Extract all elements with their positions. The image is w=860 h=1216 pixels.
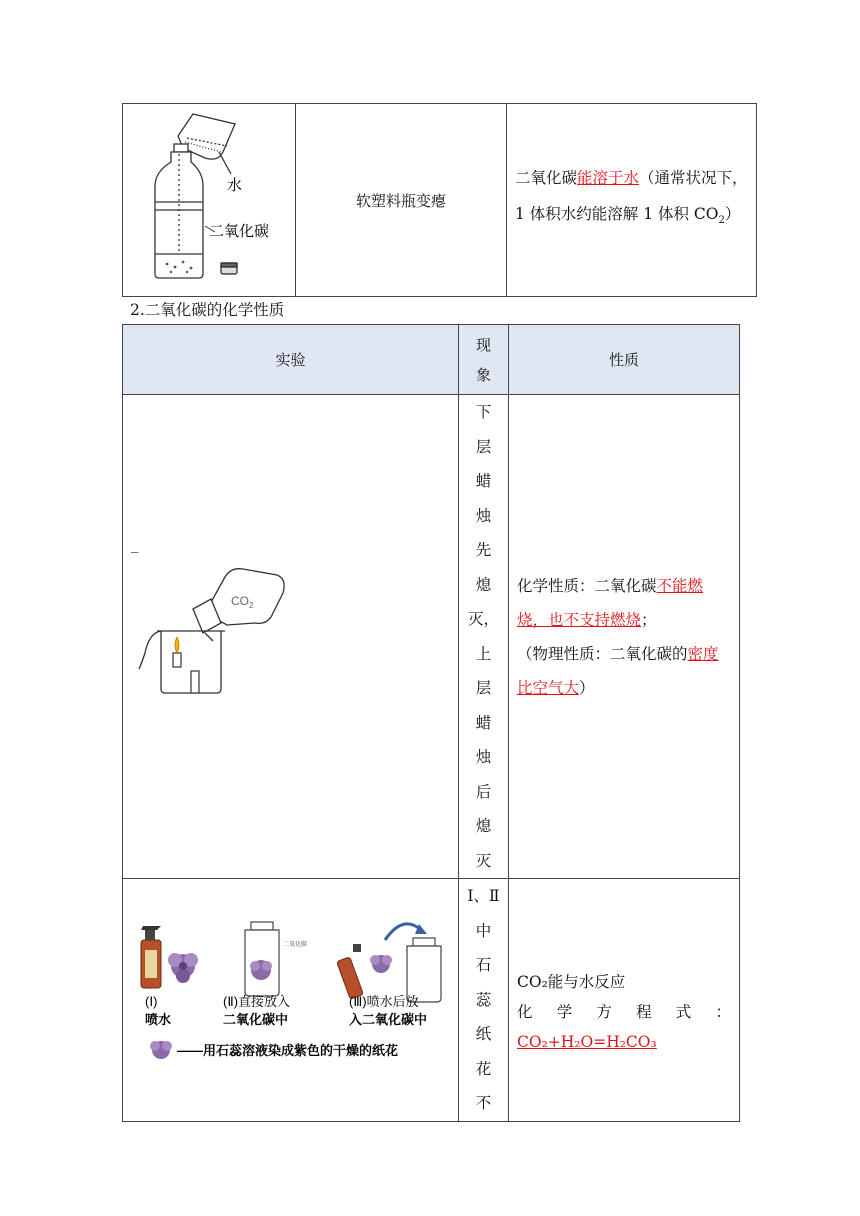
table-row bbox=[123, 395, 740, 879]
header-experiment: 实验 bbox=[123, 325, 459, 395]
candle-phenomenon-char: 先 bbox=[475, 541, 492, 559]
co2-label: 二氧化碳 bbox=[209, 223, 270, 240]
phenomenon-cell bbox=[296, 104, 507, 297]
phenomenon-text: 软塑料瓶变瘪 bbox=[355, 191, 446, 210]
candle-phenomenon-char: 烛 bbox=[475, 506, 492, 525]
litmus-property-cell bbox=[509, 879, 740, 1122]
glass-jar-icon bbox=[245, 922, 279, 996]
property-suffix: （通常状况下，1 体积水约能溶解 1 体积 CO bbox=[515, 169, 748, 224]
purple-flower-icon bbox=[168, 953, 198, 983]
litmus-phenomenon-char: 蕊 bbox=[475, 990, 492, 1009]
header-property: 性质 bbox=[509, 325, 740, 395]
phys-prefix: （物理性质：二氧化碳的 bbox=[517, 644, 688, 663]
litmus-phenomenon-char: 纸 bbox=[475, 1025, 492, 1043]
candle-phenomenon-char: 层 bbox=[475, 679, 492, 697]
candle-phenomenon-char: 烛 bbox=[475, 748, 492, 766]
litmus-phenomenon-text bbox=[459, 879, 508, 1121]
chem-highlight: 不能燃烧，也不支持燃烧 bbox=[517, 576, 704, 629]
section-title: 2.二氧化碳的化学性质 bbox=[130, 301, 285, 319]
property-end: ） bbox=[724, 205, 741, 224]
candle-phenomenon-char: 后 bbox=[475, 782, 492, 801]
co2-bottle-label: $CO_2$ bbox=[231, 594, 254, 610]
water-label: 水 bbox=[227, 177, 243, 194]
litmus-phenomenon-char: Ⅰ、Ⅱ bbox=[467, 887, 500, 905]
litmus-phenomenon-char: 花 bbox=[475, 1059, 492, 1078]
litmus-experiment-cell bbox=[123, 879, 459, 1122]
label-2a: (Ⅱ)直接放入 bbox=[223, 993, 291, 1009]
plastic-bottle-illustration bbox=[123, 104, 295, 292]
header-row bbox=[123, 325, 740, 395]
property-sub: 2 bbox=[718, 215, 725, 227]
candle-phenomenon-char: 下 bbox=[475, 403, 492, 421]
phys-end: ） bbox=[579, 678, 595, 697]
chem-end: ； bbox=[641, 610, 657, 629]
label-1b: 喷水 bbox=[145, 1011, 172, 1027]
property-prefix: 二氧化碳 bbox=[515, 169, 578, 188]
header-phenomenon bbox=[459, 325, 509, 395]
candle-phenomenon-char: 灭 bbox=[475, 851, 492, 870]
candle-property-cell bbox=[509, 395, 740, 879]
glass-jar-icon bbox=[407, 938, 441, 1002]
table-row bbox=[123, 879, 740, 1122]
purple-flower-icon bbox=[370, 955, 392, 973]
spray-bottle-icon bbox=[337, 944, 364, 999]
jar-label: 二氧化碳 bbox=[283, 941, 308, 948]
dash-mark: _ bbox=[131, 535, 139, 553]
candle-illustration bbox=[135, 553, 305, 703]
chem-prefix: 化学性质：二氧化碳 bbox=[517, 576, 657, 595]
litmus-phenomenon-char: 中 bbox=[475, 921, 492, 940]
candle-phenomenon-char: 熄 bbox=[475, 817, 492, 835]
reaction-statement: CO₂能与水反应 bbox=[517, 973, 626, 991]
candle-phenomenon-char: 熄 bbox=[475, 575, 492, 594]
litmus-illustration bbox=[123, 880, 458, 1120]
legend-text: ——用石蕊溶液染成紫色的干燥的纸花 bbox=[177, 1042, 399, 1058]
bottle-image-cell bbox=[123, 104, 296, 297]
litmus-phenomenon-cell bbox=[459, 879, 509, 1122]
candle-phenomenon-char: 蜡 bbox=[475, 472, 492, 490]
label-2b: 二氧化碳中 bbox=[223, 1011, 289, 1027]
table-solubility bbox=[122, 103, 757, 297]
candle-phenomenon-cell bbox=[459, 395, 509, 879]
candle-phenomenon-char: 蜡 bbox=[475, 713, 492, 732]
spray-bottle-icon bbox=[141, 926, 161, 988]
equation-label: 化 学 方 程 式 ： bbox=[517, 1003, 731, 1021]
phys-highlight: 密度比空气大 bbox=[517, 644, 719, 697]
candle-phenomenon-char: 上 bbox=[475, 644, 492, 663]
property-highlight: 能溶于水 bbox=[577, 169, 640, 188]
candle-phenomenon-char: 层 bbox=[475, 437, 492, 456]
litmus-phenomenon-char: 不 bbox=[475, 1094, 492, 1112]
candle-phenomenon-text bbox=[459, 395, 508, 878]
header-phenomenon-text: 现象 bbox=[475, 335, 491, 384]
label-3b: 入二氧化碳中 bbox=[349, 1011, 428, 1027]
label-3a: (Ⅲ)喷水后放 bbox=[349, 993, 419, 1009]
candle-phenomenon-char: 灭， bbox=[467, 610, 499, 628]
label-1a: (Ⅰ) bbox=[145, 993, 158, 1009]
property-cell bbox=[507, 104, 757, 297]
purple-flower-icon bbox=[150, 1041, 172, 1059]
equation-text: CO₂+H₂O=H₂CO₃ bbox=[517, 1033, 657, 1051]
litmus-phenomenon-char: 石 bbox=[475, 956, 492, 974]
table-chemical-properties bbox=[122, 324, 740, 1122]
candle-experiment-cell bbox=[123, 395, 459, 879]
